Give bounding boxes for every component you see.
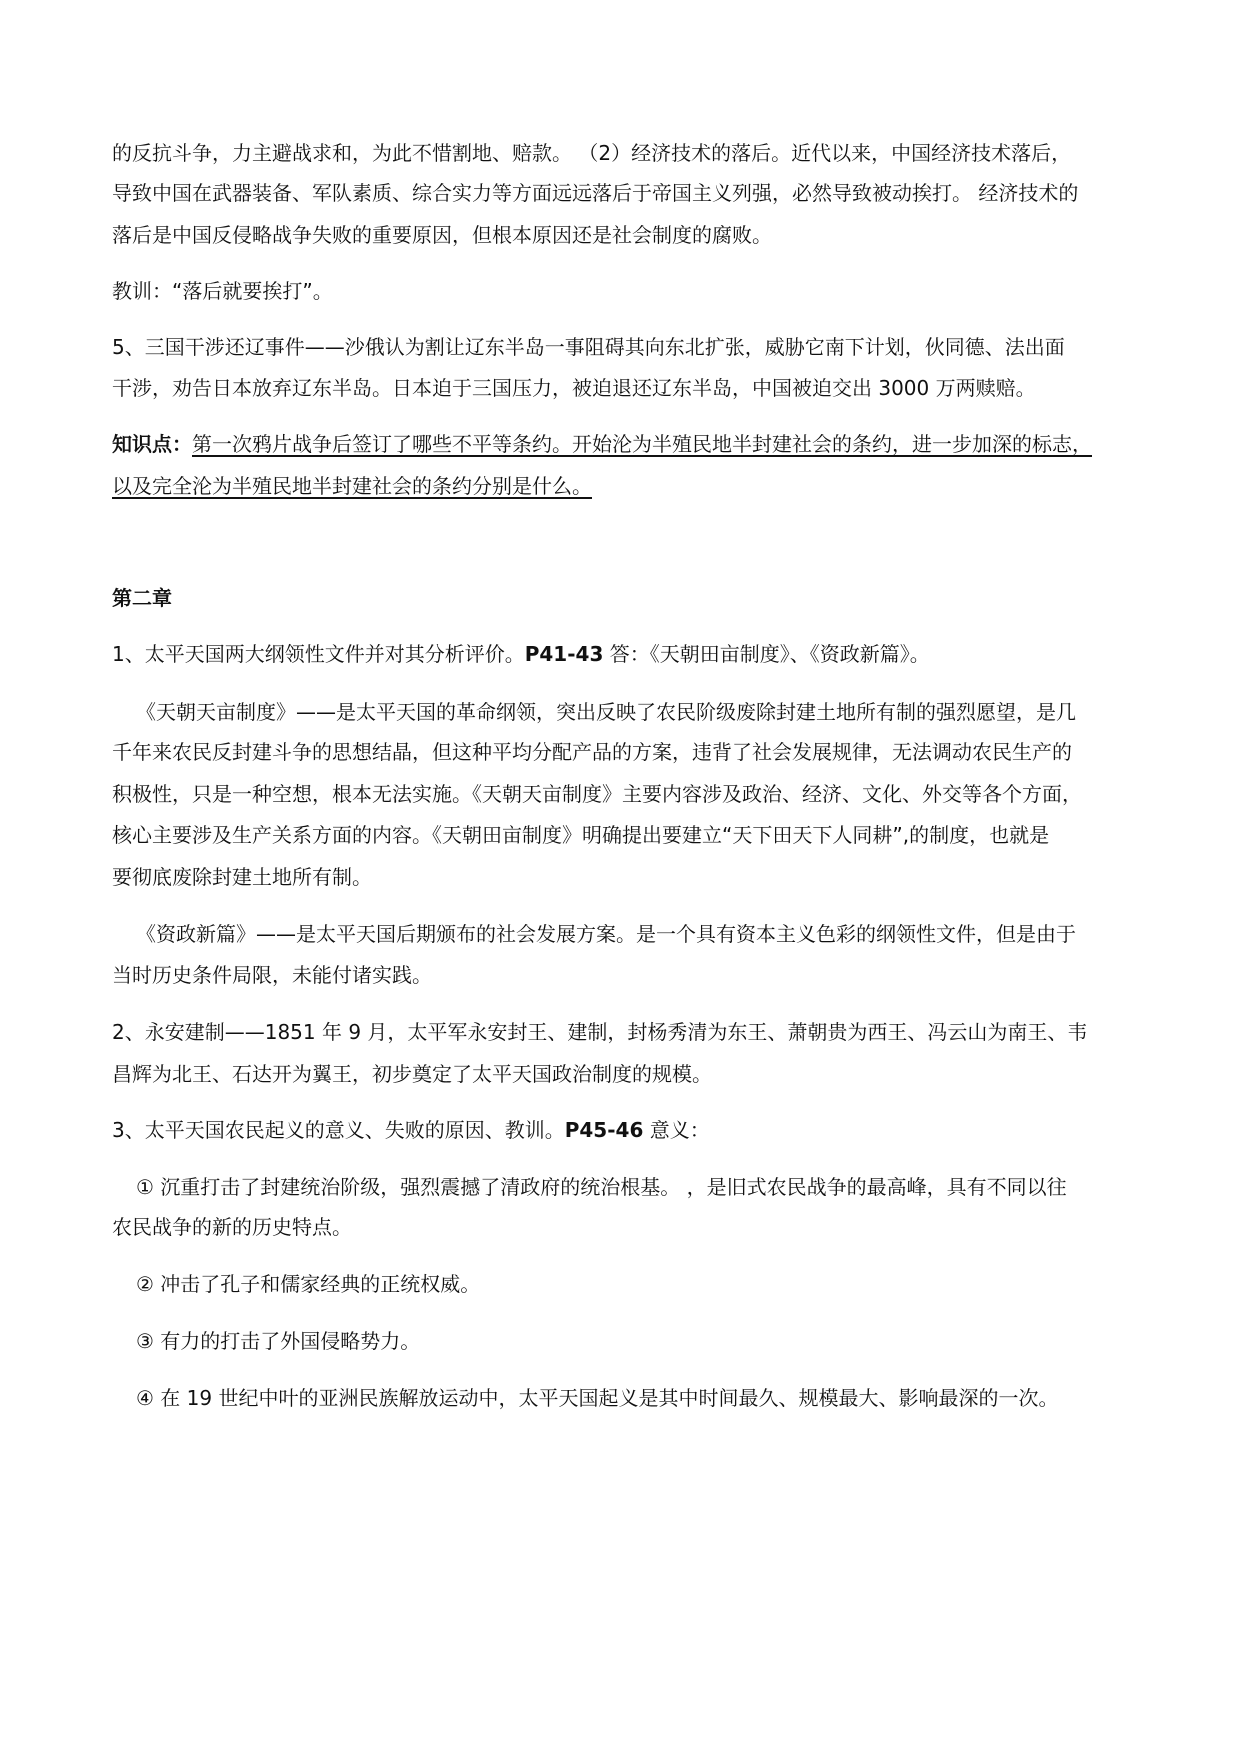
significance-item: ③ 有力的打击了外国侵略势力。 (136, 1329, 421, 1353)
knowledge-label: 知识点： (112, 432, 192, 456)
item-5-line: 5、三国干涉还辽事件——沙俄认为割让辽东半岛一事阻碍其向东北扩张，威胁它南下计划，伙同德、法出面 (112, 335, 1065, 359)
significance-item: ① 沉重打击了封建统治阶级，强烈震撼了清政府的统治根基。 ，是旧式农民战争的最高峰，具有不同以往 (136, 1175, 1067, 1199)
paragraph-line: 的反抗斗争，力主避战求和，为此不惜割地、赔款。 （2）经济技术的落后。近代以来，中国经济技术落后， (112, 141, 1072, 165)
tianchao-paragraph-line: 千年来农民反封建斗争的思想结晶，但这种平均分配产品的方案，违背了社会发展规律，无法调动农民生产的 (112, 740, 1072, 764)
page-reference: P45-46 (564, 1118, 644, 1142)
chapter-title: 第二章 (112, 586, 172, 610)
significance-item: ④ 在 19 世纪中叶的亚洲民族解放运动中，太平天国起义是其中时间最久、规模最大、影响最深的一次。 (136, 1386, 1059, 1410)
tianchao-paragraph-line: 积极性，只是一种空想，根本无法实施。《天朝天亩制度》主要内容涉及政治、经济、文化、外交等各个方面， (112, 782, 1082, 806)
lesson-line: 教训：“落后就要挨打”。 (112, 279, 333, 303)
significance-item-cont: 农民战争的新的历史特点。 (112, 1215, 352, 1239)
tianchao-paragraph-line: 核心主要涉及生产关系方面的内容。《天朝田亩制度》明确提出要建立“天下田天下人同耕”,的制度，也就是 (112, 823, 1050, 847)
tianchao-paragraph-line: 要彻底废除封建土地所有制。 (112, 865, 372, 889)
knowledge-text: 以及完全沦为半殖民地半封建社会的条约分别是什么。 (112, 474, 592, 498)
paragraph-line: 导致中国在武器装备、军队素质、综合实力等方面远远落后于帝国主义列强，必然导致被动挨打。 经济技术的 (112, 181, 1079, 205)
question-1: 1、太平天国两大纲领性文件并对其分析评价。P41-43 答：《天朝田亩制度》、《资政新篇》。 (112, 642, 930, 666)
question-2-line: 2、永安建制——1851 年 9 月，太平军永安封王、建制，封杨秀清为东王、萧朝贵为西王、冯云山为南王、韦 (112, 1020, 1088, 1044)
tianchao-paragraph-line: 《天朝天亩制度》——是太平天国的革命纲领，突出反映了农民阶级废除封建土地所有制的强烈愿望，是几 (136, 700, 1076, 724)
zizheng-paragraph-line: 《资政新篇》——是太平天国后期颁布的社会发展方案。是一个具有资本主义色彩的纲领性文件，但是由于 (136, 922, 1076, 946)
page-reference: P41-43 (524, 642, 604, 666)
knowledge-text: 第一次鸦片战争后签订了哪些不平等条约。开始沦为半殖民地半封建社会的条约，进一步加深的标志， (192, 432, 1092, 456)
question-3: 3、太平天国农民起义的意义、失败的原因、教训。P45-46 意义： (112, 1118, 710, 1142)
significance-item: ② 冲击了孔子和儒家经典的正统权威。 (136, 1272, 481, 1296)
knowledge-point-cont (112, 472, 1152, 500)
zizheng-paragraph-line: 当时历史条件局限，未能付诸实践。 (112, 963, 432, 987)
paragraph-line: 落后是中国反侵略战争失败的重要原因，但根本原因还是社会制度的腐败。 (112, 223, 772, 247)
knowledge-point (112, 430, 1152, 458)
question-2-line: 昌辉为北王、石达开为翼王，初步奠定了太平天国政治制度的规模。 (112, 1062, 712, 1086)
item-5-line: 干涉，劝告日本放弃辽东半岛。日本迫于三国压力，被迫退还辽东半岛，中国被迫交出 3000 万两赎赔。 (112, 376, 1036, 400)
